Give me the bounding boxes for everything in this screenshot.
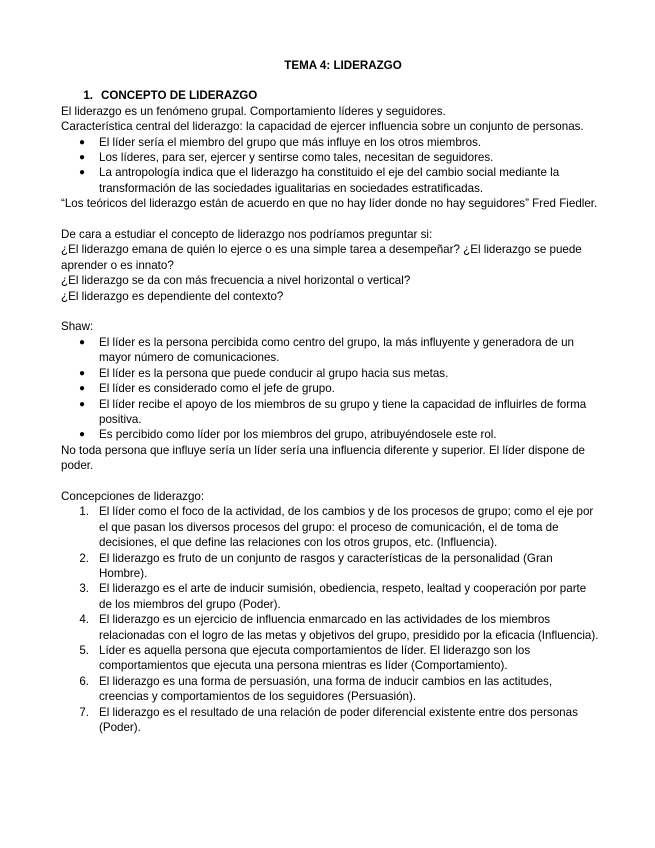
- list-item-text: La antropología indica que el liderazgo ha constituido el eje del cambio social mediante la transformación de las sociedades igualitarias en sociedades estratificadas.: [99, 166, 560, 195]
- list-item-text: El líder recibe el apoyo de los miembros de su grupo y tiene la capacidad de influirles de forma positiva.: [99, 397, 587, 426]
- list-item-number: 5.: [79, 643, 89, 657]
- spacer: [61, 474, 601, 489]
- bullet-list: [61, 335, 601, 443]
- paragraph: El liderazgo es un fenómeno grupal. Comportamiento líderes y seguidores.: [61, 104, 446, 118]
- list-item-text: El liderazgo es el resultado de una relación de poder diferencial existente entre dos personas (Poder).: [99, 705, 578, 735]
- question-line: ¿El liderazgo emana de quién lo ejerce o es una simple tarea a desempeñar? ¿El liderazgo se puede aprender o es innato?: [61, 243, 582, 272]
- bullet-icon: ●: [78, 367, 86, 379]
- list-item-text: El líder es la persona percibida como centro del grupo, la más influyente y generadora de un mayor número de comunicaciones.: [99, 335, 574, 365]
- list-item: [61, 366, 601, 381]
- quote-paragraph: “Los teóricos del liderazgo están de acuerdo en que no hay líder donde no hay seguidores” Fred Fiedler.: [61, 197, 598, 211]
- list-item-number: 7.: [79, 705, 89, 719]
- list-item: [61, 427, 601, 442]
- list-item-text: Los líderes, para ser, ejercer y sentirse como tales, necesitan de seguidores.: [99, 151, 494, 165]
- paragraph: Característica central del liderazgo: la capacidad de ejercer influencia sobre un conjunto de personas.: [61, 120, 584, 134]
- section-heading-text: CONCEPTO DE LIDERAZGO: [101, 89, 258, 103]
- document-content: [61, 58, 601, 735]
- list-item: [61, 643, 601, 674]
- list-item-text: El líder es la persona que puede conducir al grupo hacia sus metas.: [99, 366, 449, 380]
- paragraph: No toda persona que influye sería un líder sería una influencia diferente y superior. El líder dispone de poder.: [61, 443, 585, 473]
- bullet-icon: ●: [78, 383, 86, 395]
- list-item: [61, 504, 601, 550]
- list-item-text: Es percibido como líder por los miembros del grupo, atribuyéndosele este rol.: [99, 428, 497, 442]
- question-line: ¿El liderazgo es dependiente del contexto?: [61, 289, 284, 303]
- list-item-number: 1.: [79, 505, 89, 519]
- bullet-list: [61, 135, 601, 197]
- list-item-text: El liderazgo es un ejercicio de influencia enmarcado en las actividades de los miembros relacionadas con el logro de las metas y objetivos del grupo, presidido por la eficacia (Influencia).: [99, 613, 599, 642]
- list-item: [61, 381, 601, 396]
- list-item-text: El liderazgo es fruto de un conjunto de rasgos y características de la personalidad (Gran Hombre).: [99, 551, 553, 580]
- section-number: 1.: [83, 89, 93, 103]
- list-item: [61, 150, 601, 165]
- list-item-number: 4.: [79, 613, 89, 627]
- concepciones-label: Concepciones de liderazgo:: [61, 489, 205, 503]
- list-item: [61, 581, 601, 612]
- list-item-text: El liderazgo es el arte de inducir sumisión, obediencia, respeto, lealtad y cooperación por parte de los miembros del grupo (Poder).: [99, 582, 587, 611]
- document-title: TEMA 4: LIDERAZGO: [284, 59, 402, 72]
- question-line: ¿El liderazgo se da con más frecuencia a nivel horizontal o vertical?: [61, 274, 411, 288]
- section-heading: [61, 88, 601, 103]
- bullet-icon: ●: [78, 167, 86, 179]
- numbered-list: [61, 504, 601, 735]
- list-item-text: El líder como el foco de la actividad, de los cambios y de los procesos de grupo; como el eje por el que pasan los diversos procesos del grupo: el proceso de comunicación, el de toma de decisiones, el que define las relaciones con los otros grupos, etc. (Influencia).: [99, 505, 594, 550]
- bullet-icon: ●: [78, 336, 86, 348]
- shaw-label: Shaw:: [61, 320, 94, 334]
- list-item-number: 3.: [79, 582, 89, 596]
- list-item: [61, 674, 601, 705]
- list-item-text: El líder es considerado como el jefe de grupo.: [99, 382, 335, 396]
- bullet-icon: ●: [78, 398, 86, 410]
- list-item-text: El liderazgo es una forma de persuasión, una forma de inducir cambios en las actitudes, creencias y comportamientos de los seguidores (Persuasión).: [99, 674, 553, 704]
- list-item-number: 2.: [79, 551, 89, 565]
- list-item: [61, 135, 601, 150]
- paragraph: De cara a estudiar el concepto de liderazgo nos podríamos preguntar si:: [61, 228, 433, 242]
- list-item-text: El líder sería el miembro del grupo que más influye en los otros miembros.: [99, 135, 482, 149]
- list-item: [61, 612, 601, 643]
- bullet-icon: ●: [78, 136, 86, 148]
- list-item-number: 6.: [79, 674, 89, 688]
- list-item: [61, 551, 601, 582]
- spacer: [61, 212, 601, 227]
- bullet-icon: ●: [78, 429, 86, 441]
- list-item: [61, 165, 601, 196]
- list-item: [61, 335, 601, 366]
- spacer: [61, 304, 601, 319]
- list-item: [61, 397, 601, 428]
- bullet-icon: ●: [78, 152, 86, 164]
- list-item-text: Líder es aquella persona que ejecuta comportamientos de líder. El liderazgo son los comportamientos que ejecuta una persona mientras es líder (Comportamiento).: [99, 643, 531, 673]
- list-item: [61, 705, 601, 736]
